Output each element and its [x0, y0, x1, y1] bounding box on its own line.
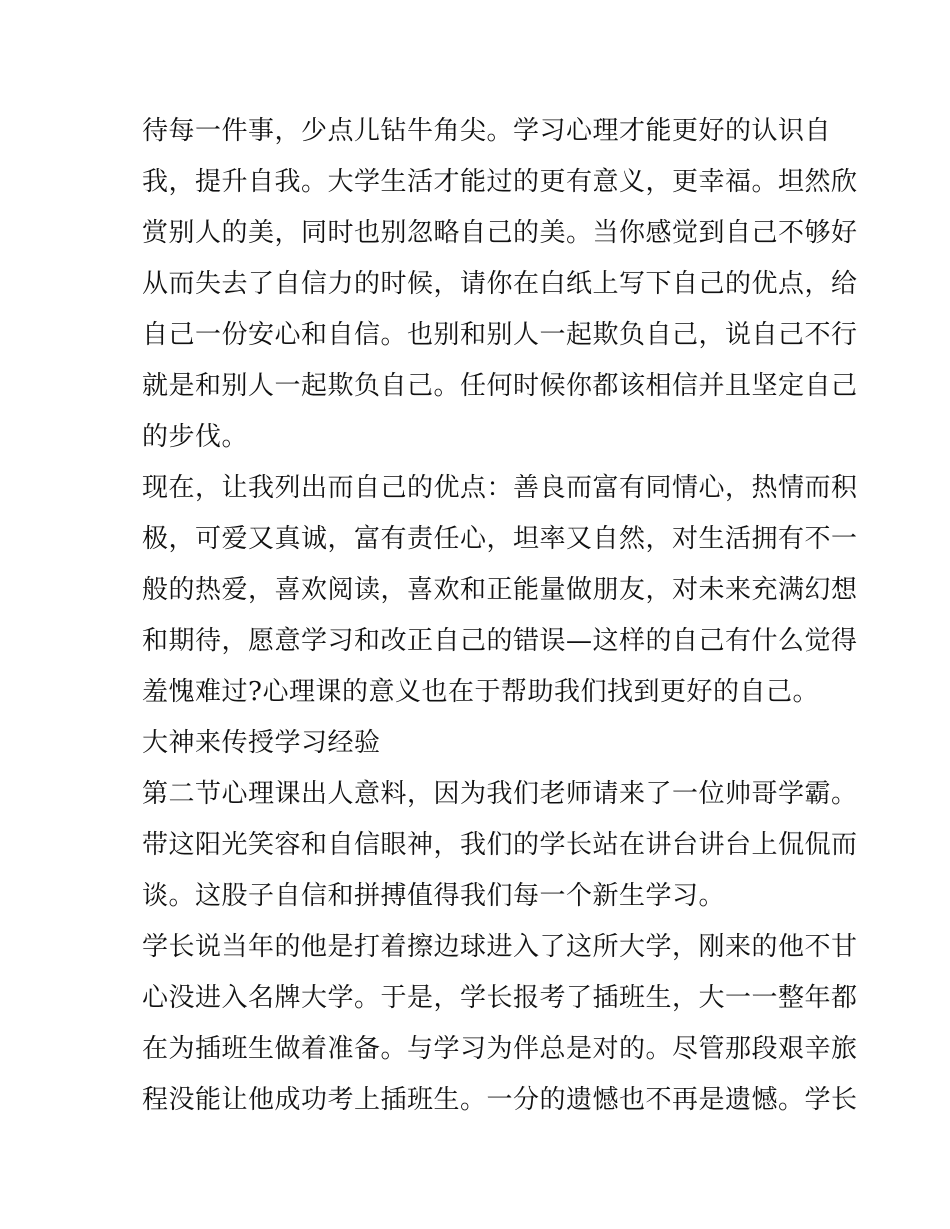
- section-heading: 大神来传授学习经验: [142, 728, 381, 758]
- text-line: 谈。这股子自信和拼搏值得我们每一个新生学习。: [142, 881, 726, 911]
- text-line: 现在，让我列出而自己的优点：善良而富有同情心，热情而积: [142, 473, 858, 503]
- text-line: 第二节心理课出人意料，因为我们老师请来了一位帅哥学霸。: [142, 779, 858, 809]
- text-line: 极，可爱又真诚，富有责任心，坦率又自然，对生活拥有不一: [142, 524, 858, 554]
- text-line: 心没进入名牌大学。于是，学长报考了插班生，大一一整年都: [142, 983, 858, 1013]
- text-line: 学长说当年的他是打着擦边球进入了这所大学，刚来的他不甘: [142, 932, 858, 962]
- text-line: 自己一份安心和自信。也别和别人一起欺负自己，说自己不行: [142, 320, 858, 350]
- text-line: 就是和别人一起欺负自己。任何时候你都该相信并且坚定自己: [142, 371, 858, 401]
- text-line: 在为插班生做着准备。与学习为伴总是对的。尽管那段艰辛旅: [142, 1034, 858, 1064]
- text-line: 带这阳光笑容和自信眼神，我们的学长站在讲台讲台上侃侃而: [142, 830, 858, 860]
- text-line: 羞愧难过?心理课的意义也在于帮助我们找到更好的自己。: [142, 677, 819, 707]
- text-line: 待每一件事，少点儿钻牛角尖。学习心理才能更好的认识自: [142, 116, 832, 146]
- text-line: 般的热爱，喜欢阅读，喜欢和正能量做朋友，对未来充满幻想: [142, 575, 858, 605]
- text-line: 程没能让他成功考上插班生。一分的遗憾也不再是遗憾。学长: [142, 1085, 858, 1115]
- text-line: 赏别人的美，同时也别忽略自己的美。当你感觉到自己不够好: [142, 218, 858, 248]
- text-line: 从而失去了自信力的时候，请你在白纸上写下自己的优点，给: [142, 269, 858, 299]
- text-line: 和期待，愿意学习和改正自己的错误—这样的自己有什么觉得: [142, 626, 858, 656]
- text-line: 的步伐。: [142, 422, 249, 452]
- text-line: 我，提升自我。大学生活才能过的更有意义，更幸福。坦然欣: [142, 167, 858, 197]
